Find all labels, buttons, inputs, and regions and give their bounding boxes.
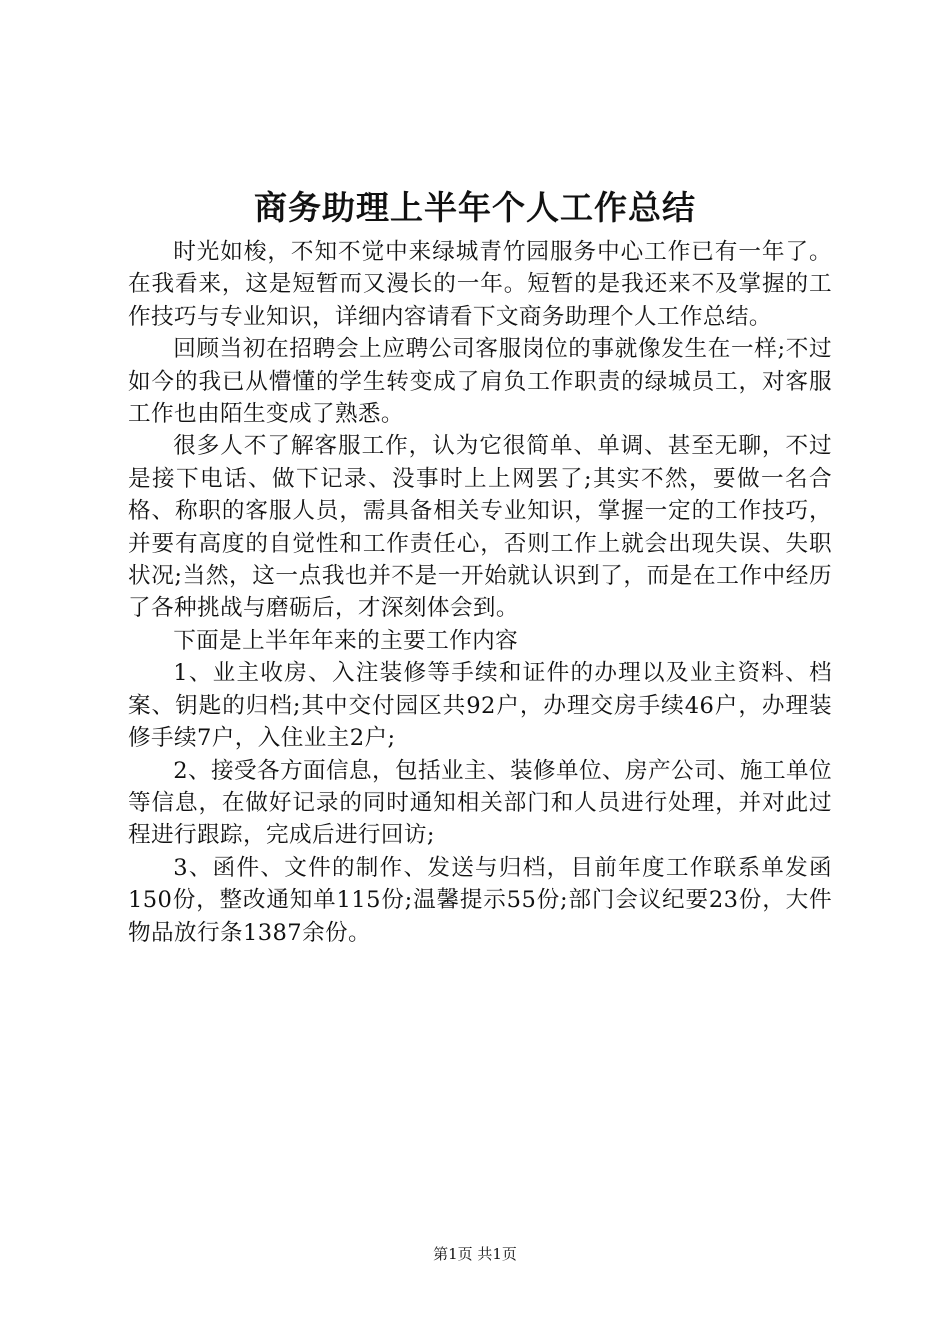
paragraph-work-heading: 下面是上半年年来的主要工作内容 (173, 627, 519, 654)
paragraph-service-work: 很多人不了解客服工作，认为它很简单、单调、甚至无聊，不过是接下电话、做下记录、没事时上上网罢了;其实不然，要做一名合格、称职的客服人员，需具备相关专业知识，掌握一定的工作技巧，并要有高度的自觉性和工作责任心，否则工作上就会出现失误、失职状况;当然，这一点我也并不是一开始就认识到了，而是在工作中经历了各种挑战与磨砺后，才深刻体会到。 (128, 433, 832, 622)
page-number-footer: 第1页 共1页 (433, 1245, 517, 1263)
paragraph-recall: 回顾当初在招聘会上应聘公司客服岗位的事就像发生在一样;不过如今的我已从懵懂的学生转变成了肩负工作职责的绿城员工，对客服工作也由陌生变成了熟悉。 (128, 336, 832, 428)
paragraph-intro: 时光如梭，不知不觉中来绿城青竹园服务中心工作已有一年了。在我看来，这是短暂而又漫长的一年。短暂的是我还来不及掌握的工作技巧与专业知识，详细内容请看下文商务助理个人工作总结。 (128, 239, 832, 330)
document-body (128, 236, 832, 949)
list-item-3: 3、函件、文件的制作、发送与归档，目前年度工作联系单发函150份，整改通知单115份;温馨提示55份;部门会议纪要23份，大件物品放行条1387余份。 (128, 854, 832, 946)
list-item-2: 2、接受各方面信息，包括业主、装修单位、房产公司、施工单位等信息，在做好记录的同时通知相关部门和人员进行处理，并对此过程进行跟踪，完成后进行回访; (128, 757, 832, 849)
document-title: 商务助理上半年个人工作总结 (254, 188, 696, 227)
list-item-1: 1、业主收房、入注装修等手续和证件的办理以及业主资料、档案、钥匙的归档;其中交付园区共92户，办理交房手续46户，办理装修手续7户，入住业主2户; (128, 660, 832, 752)
